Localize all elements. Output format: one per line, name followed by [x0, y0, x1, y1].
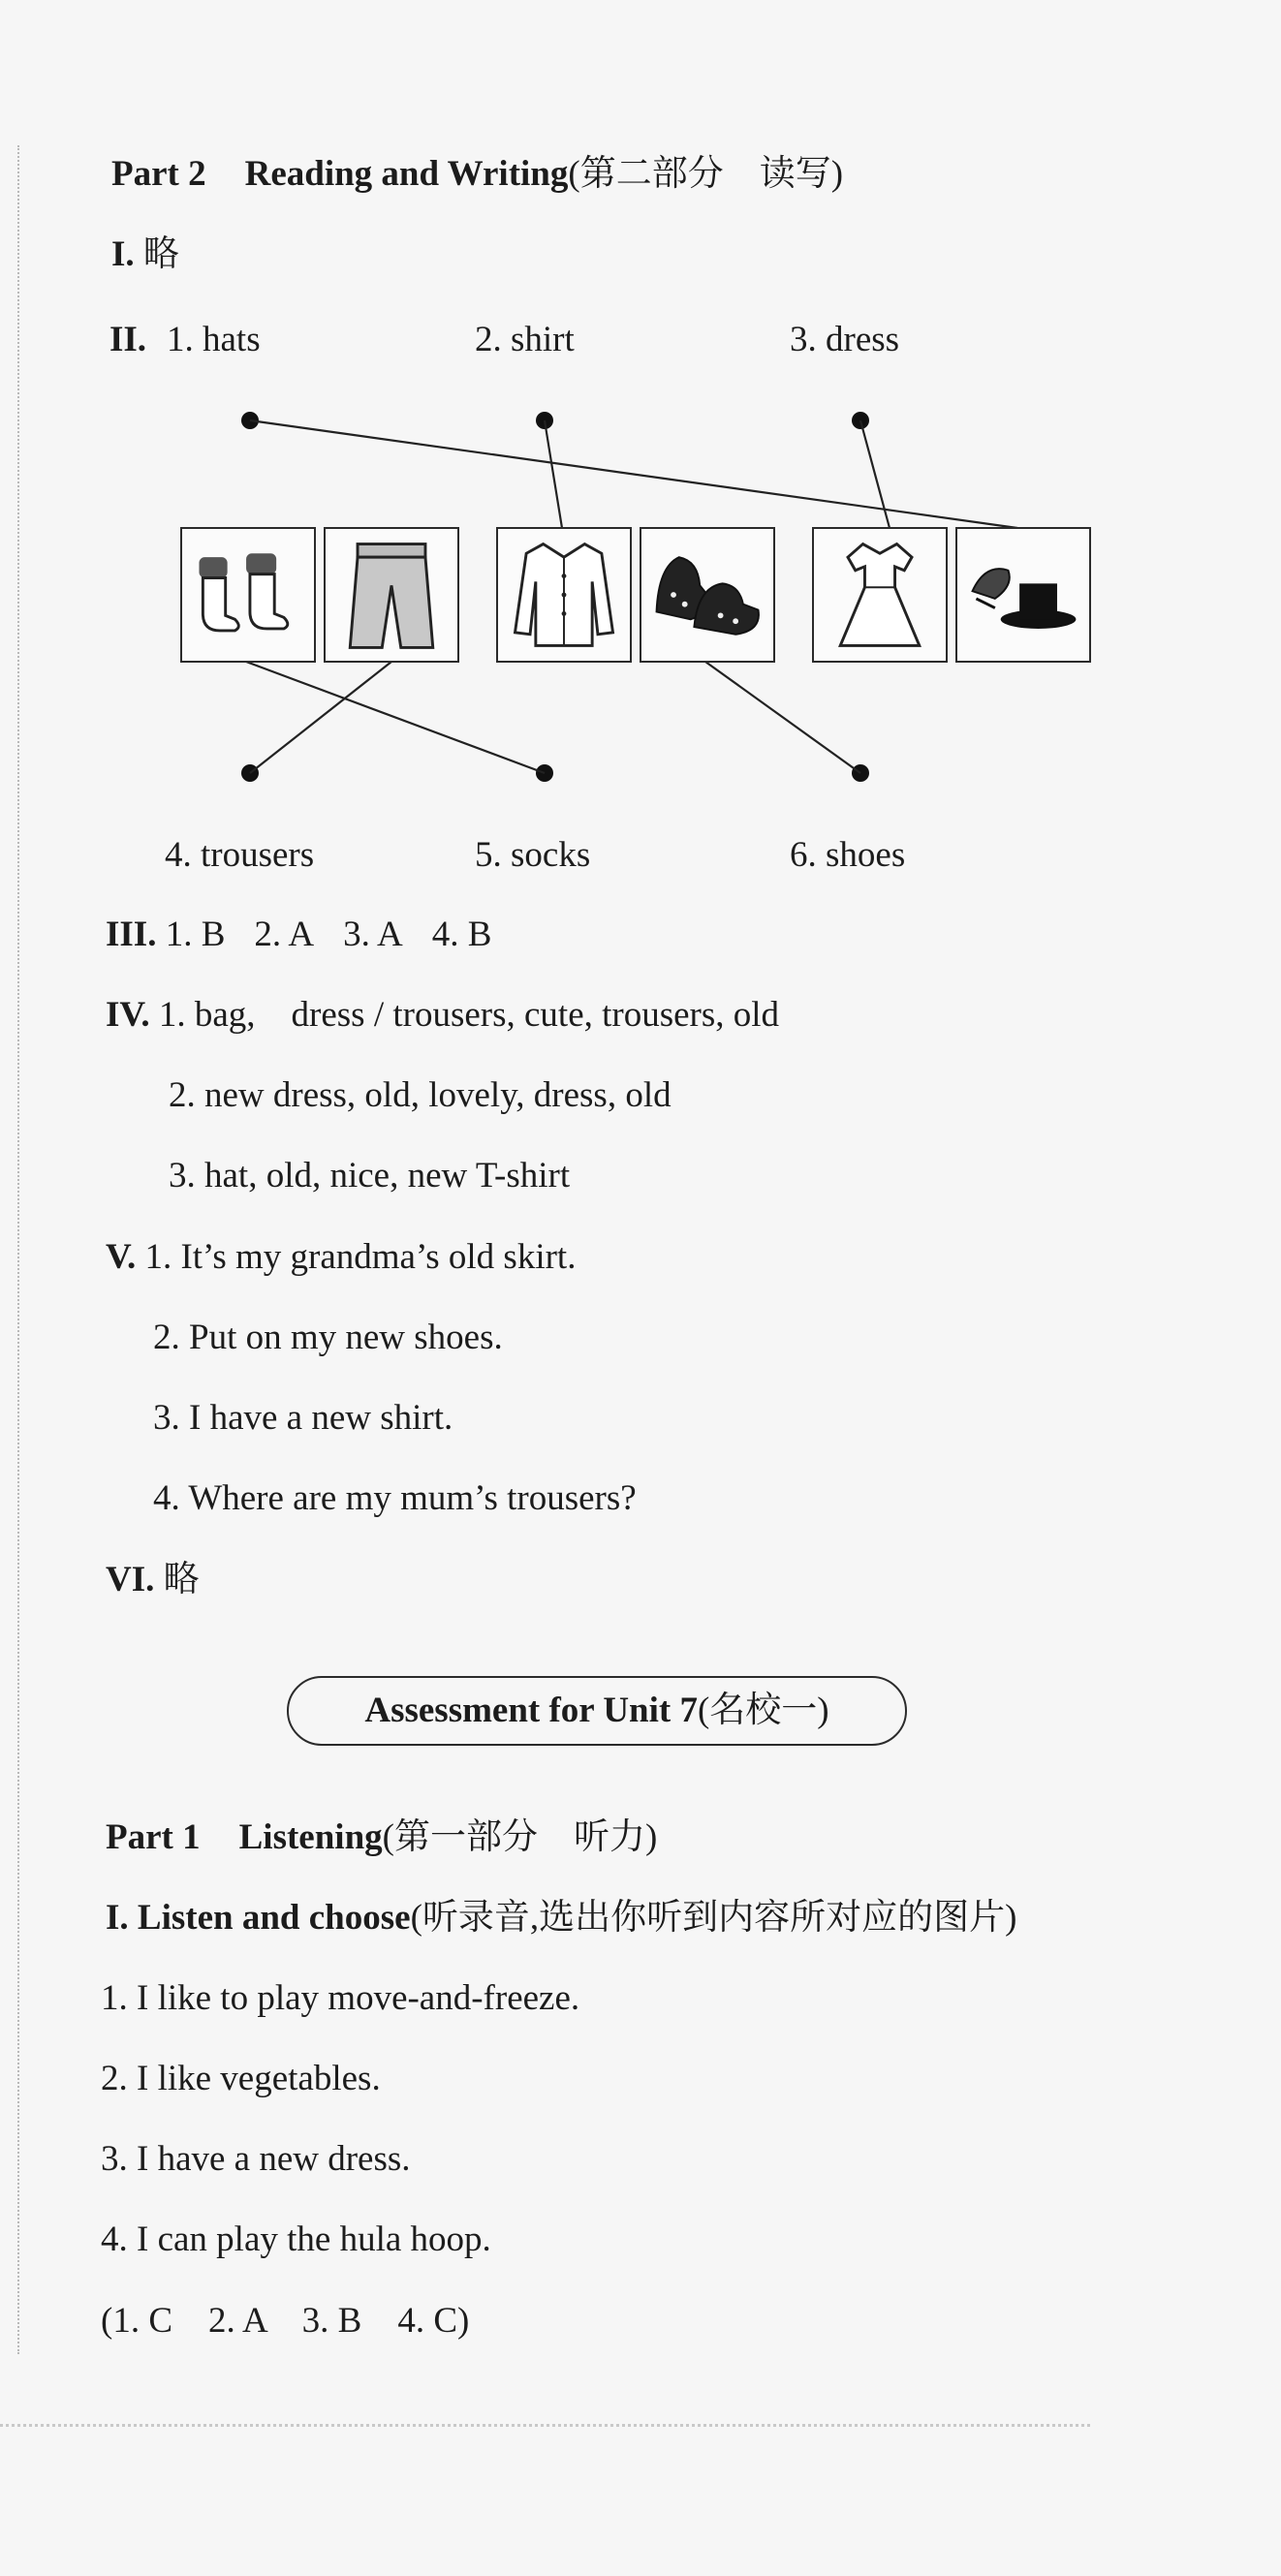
- listen-line-4: 4. I can play the hula hoop.: [101, 2219, 491, 2259]
- shirt-picture: [496, 527, 632, 663]
- match-dot-hats: [241, 412, 259, 429]
- part1-label: Part 1: [106, 1817, 201, 1857]
- hats-picture: [955, 527, 1091, 663]
- part1-title: Listening: [238, 1817, 383, 1857]
- hats-icon: [957, 529, 1089, 661]
- q4-number: IV.: [106, 995, 150, 1035]
- q1-line: [111, 231, 179, 279]
- q3-answer-2: 2. A: [254, 915, 315, 954]
- q3-answer-3: 3. A: [343, 915, 403, 954]
- trousers-icon: [326, 529, 457, 661]
- q5-answer-4: 4. Where are my mum’s trousers?: [153, 1478, 637, 1518]
- shoes-icon: [641, 529, 773, 661]
- listen-title: Listen and choose: [137, 1898, 411, 1938]
- q3-line: [106, 911, 491, 959]
- q4-line-1: [106, 991, 779, 1040]
- part1-heading: [106, 1814, 657, 1862]
- match-label-socks: 5. socks: [475, 835, 591, 875]
- bottom-dotted-line: [0, 2424, 1090, 2427]
- q6-answer: 略: [163, 1560, 200, 1599]
- listen-line-3: 3. I have a new dress.: [101, 2139, 411, 2179]
- q4-answer-2: 2. new dress, old, lovely, dress, old: [169, 1075, 672, 1115]
- socks-icon: [182, 529, 314, 661]
- q3-answer-1: 1. B: [165, 915, 226, 954]
- shoes-picture: [640, 527, 775, 663]
- part2-label: Part 2: [111, 154, 206, 194]
- q5-number: V.: [106, 1237, 137, 1277]
- q3-answer-4: 4. B: [431, 915, 492, 954]
- trousers-picture: [324, 527, 459, 663]
- q5-answer-1: 1. It’s my grandma’s old skirt.: [144, 1237, 577, 1277]
- match-dot-shirt: [536, 412, 553, 429]
- q2-number: II.: [109, 320, 147, 359]
- listen-answers: (1. C 2. A 3. B 4. C): [101, 2301, 470, 2341]
- assessment-title-box: [287, 1676, 907, 1746]
- part1-chinese: (第一部分 听力): [382, 1817, 658, 1857]
- part2-title: Reading and Writing: [244, 154, 569, 194]
- q5-answer-3: 3. I have a new shirt.: [153, 1398, 453, 1438]
- q1-number: I.: [111, 234, 135, 274]
- q4-answer-3: 3. hat, old, nice, new T-shirt: [169, 1156, 571, 1195]
- match-label-shirt: 2. shirt: [475, 320, 575, 359]
- listen-line-1: 1. I like to play move-and-freeze.: [101, 1978, 580, 2018]
- q3-number: III.: [106, 915, 157, 954]
- match-dot-dress: [852, 412, 869, 429]
- match-label-trousers: 4. trousers: [165, 835, 315, 875]
- match-dot-socks: [536, 764, 553, 782]
- part2-chinese: (第二部分 读写): [568, 154, 844, 194]
- q5-answer-2: 2. Put on my new shoes.: [153, 1318, 503, 1357]
- socks-picture: [180, 527, 316, 663]
- margin-dotted-line: [17, 145, 19, 2354]
- listen-number: I.: [106, 1898, 129, 1938]
- q2-number-line: [109, 316, 146, 364]
- dress-icon: [814, 529, 946, 661]
- match-label-shoes: 6. shoes: [790, 835, 906, 875]
- q6-number: VI.: [106, 1560, 155, 1599]
- match-dot-shoes: [852, 764, 869, 782]
- q1-answer: 略: [142, 234, 179, 274]
- assessment-chinese: (名校一): [697, 1691, 829, 1730]
- match-label-dress: 3. dress: [790, 320, 900, 359]
- listen-instruction: (听录音,选出你听到内容所对应的图片): [410, 1898, 1017, 1938]
- q5-line-1: [106, 1233, 576, 1282]
- listen-heading: [106, 1894, 1016, 1942]
- part2-heading: [111, 150, 843, 199]
- match-label-hats: 1. hats: [167, 320, 261, 359]
- dress-picture: [812, 527, 948, 663]
- match-dot-trousers: [241, 764, 259, 782]
- shirt-icon: [498, 529, 630, 661]
- q6-line: [106, 1556, 200, 1604]
- listen-line-2: 2. I like vegetables.: [101, 2059, 381, 2098]
- q4-answer-1: 1. bag, dress / trousers, cute, trousers, old: [158, 995, 780, 1035]
- assessment-title: Assessment for Unit 7: [364, 1691, 698, 1730]
